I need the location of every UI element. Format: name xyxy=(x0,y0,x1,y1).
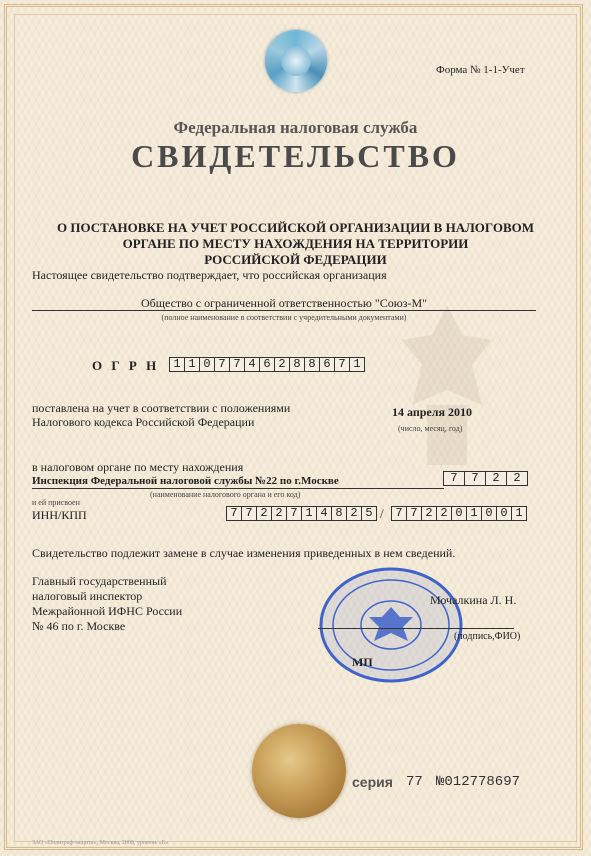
intro-text: Настоящее свидетельство подтверждает, что российская организация xyxy=(32,268,387,282)
ogrn-digit: 6 xyxy=(259,357,275,372)
inn-digit: 7 xyxy=(241,506,257,521)
organization-name: Общество с ограниченной ответственностью "Союз-М" xyxy=(140,296,428,310)
inn-digit: 4 xyxy=(316,506,332,521)
replacement-note: Свидетельство подлежит замене в случае изменения приведенных в нем сведений. xyxy=(32,546,456,560)
inn-digit: 2 xyxy=(271,506,287,521)
ogrn-digit: 4 xyxy=(244,357,260,372)
tax-authority-intro: в налоговом органе по месту нахождения xyxy=(32,460,244,474)
inspector-line: № 46 по г. Москве xyxy=(32,619,126,633)
page-title: СВИДЕТЕЛЬСТВО xyxy=(131,138,460,174)
official-stamp xyxy=(318,565,464,685)
inn-digit: 7 xyxy=(286,506,302,521)
ogrn-digit: 6 xyxy=(319,357,335,372)
ogrn-digit: 7 xyxy=(229,357,245,372)
kpp-digit: 7 xyxy=(391,506,407,521)
gold-seal xyxy=(252,724,346,818)
kpp-digit: 2 xyxy=(421,506,437,521)
ogrn-digit: 8 xyxy=(289,357,305,372)
tax-authority-code xyxy=(444,471,528,486)
inspector-line: Межрайонной ИФНС России xyxy=(32,604,183,618)
kpp-digit: 0 xyxy=(481,506,497,521)
assigned-label: и ей присвоен xyxy=(32,498,80,507)
background-eagle-emblem xyxy=(392,295,502,485)
kpp-digit: 0 xyxy=(451,506,467,521)
code-digit: 2 xyxy=(485,471,507,486)
ogrn-digit: 2 xyxy=(274,357,290,372)
ogrn-digit: 1 xyxy=(184,357,200,372)
kpp-digit: 0 xyxy=(496,506,512,521)
signature-line xyxy=(318,628,514,629)
kpp-digit: 7 xyxy=(406,506,422,521)
inn-kpp-slash: / xyxy=(380,506,384,521)
date-caption: (число, месяц, год) xyxy=(398,424,463,433)
inn-digit: 7 xyxy=(226,506,242,521)
signer-name: Мочалкина Л. Н. xyxy=(430,593,517,607)
subtitle-line: О ПОСТАНОВКЕ НА УЧЕТ РОССИЙСКОЙ ОРГАНИЗАЦИИ В НАЛОГОВОМ xyxy=(57,220,534,235)
inspector-title xyxy=(32,574,182,634)
inn-digits xyxy=(227,506,377,521)
ogrn-digit: 1 xyxy=(169,357,185,372)
kpp-digits xyxy=(392,506,527,521)
service-name: Федеральная налоговая служба xyxy=(173,118,418,137)
registered-line: Налогового кодекса Российской Федерации xyxy=(32,415,255,429)
kpp-digit: 1 xyxy=(511,506,527,521)
registered-line: поставлена на учет в соответствии с положениями xyxy=(32,401,291,415)
signature-caption: (подпись,ФИО) xyxy=(454,631,521,642)
code-digit: 7 xyxy=(464,471,486,486)
org-name-caption: (полное наименование в соответствии с учредительными документами) xyxy=(161,313,407,322)
inn-kpp-label: ИНН/КПП xyxy=(32,508,87,522)
subtitle-line: РОССИЙСКОЙ ФЕДЕРАЦИИ xyxy=(204,252,387,267)
form-number: Форма № 1-1-Учет xyxy=(436,64,525,76)
inn-digit: 5 xyxy=(361,506,377,521)
subtitle xyxy=(0,220,591,268)
printer-line: ЗАО «Полиграф-защита», Москва, 2008, уровень «Б» xyxy=(32,840,169,846)
inspector-line: налоговый инспектор xyxy=(32,589,143,603)
series-number: 77 xyxy=(406,774,423,790)
stamp-place-label: МП xyxy=(352,655,373,669)
inn-digit: 2 xyxy=(256,506,272,521)
code-digit: 2 xyxy=(506,471,528,486)
ogrn-digit: 7 xyxy=(334,357,350,372)
code-digit: 7 xyxy=(443,471,465,486)
certificate-number: №012778697 xyxy=(436,774,521,790)
inn-digit: 2 xyxy=(346,506,362,521)
hologram-center xyxy=(281,46,311,76)
tax-authority-name: Инспекция Федеральной налоговой службы №22 по г.Москве xyxy=(32,475,339,487)
ogrn-digits xyxy=(170,357,365,372)
tax-authority-caption: (наименование налогового органа и его код) xyxy=(150,490,301,499)
ogrn-digit: 7 xyxy=(214,357,230,372)
series-label: серия xyxy=(352,774,393,790)
ogrn-digit: 8 xyxy=(304,357,320,372)
ogrn-digit: 1 xyxy=(349,357,365,372)
inspector-line: Главный государственный xyxy=(32,574,167,588)
registration-date: 14 апреля 2010 xyxy=(392,405,472,419)
kpp-digit: 2 xyxy=(436,506,452,521)
kpp-digit: 1 xyxy=(466,506,482,521)
ogrn-digit: 0 xyxy=(199,357,215,372)
ogrn-label: О Г Р Н xyxy=(92,358,160,373)
inn-digit: 1 xyxy=(301,506,317,521)
tax-authority-underline xyxy=(32,488,444,489)
org-name-underline xyxy=(32,310,536,311)
inn-digit: 8 xyxy=(331,506,347,521)
subtitle-line: ОРГАНЕ ПО МЕСТУ НАХОЖДЕНИЯ НА ТЕРРИТОРИИ xyxy=(122,236,469,251)
registered-text xyxy=(32,401,290,429)
